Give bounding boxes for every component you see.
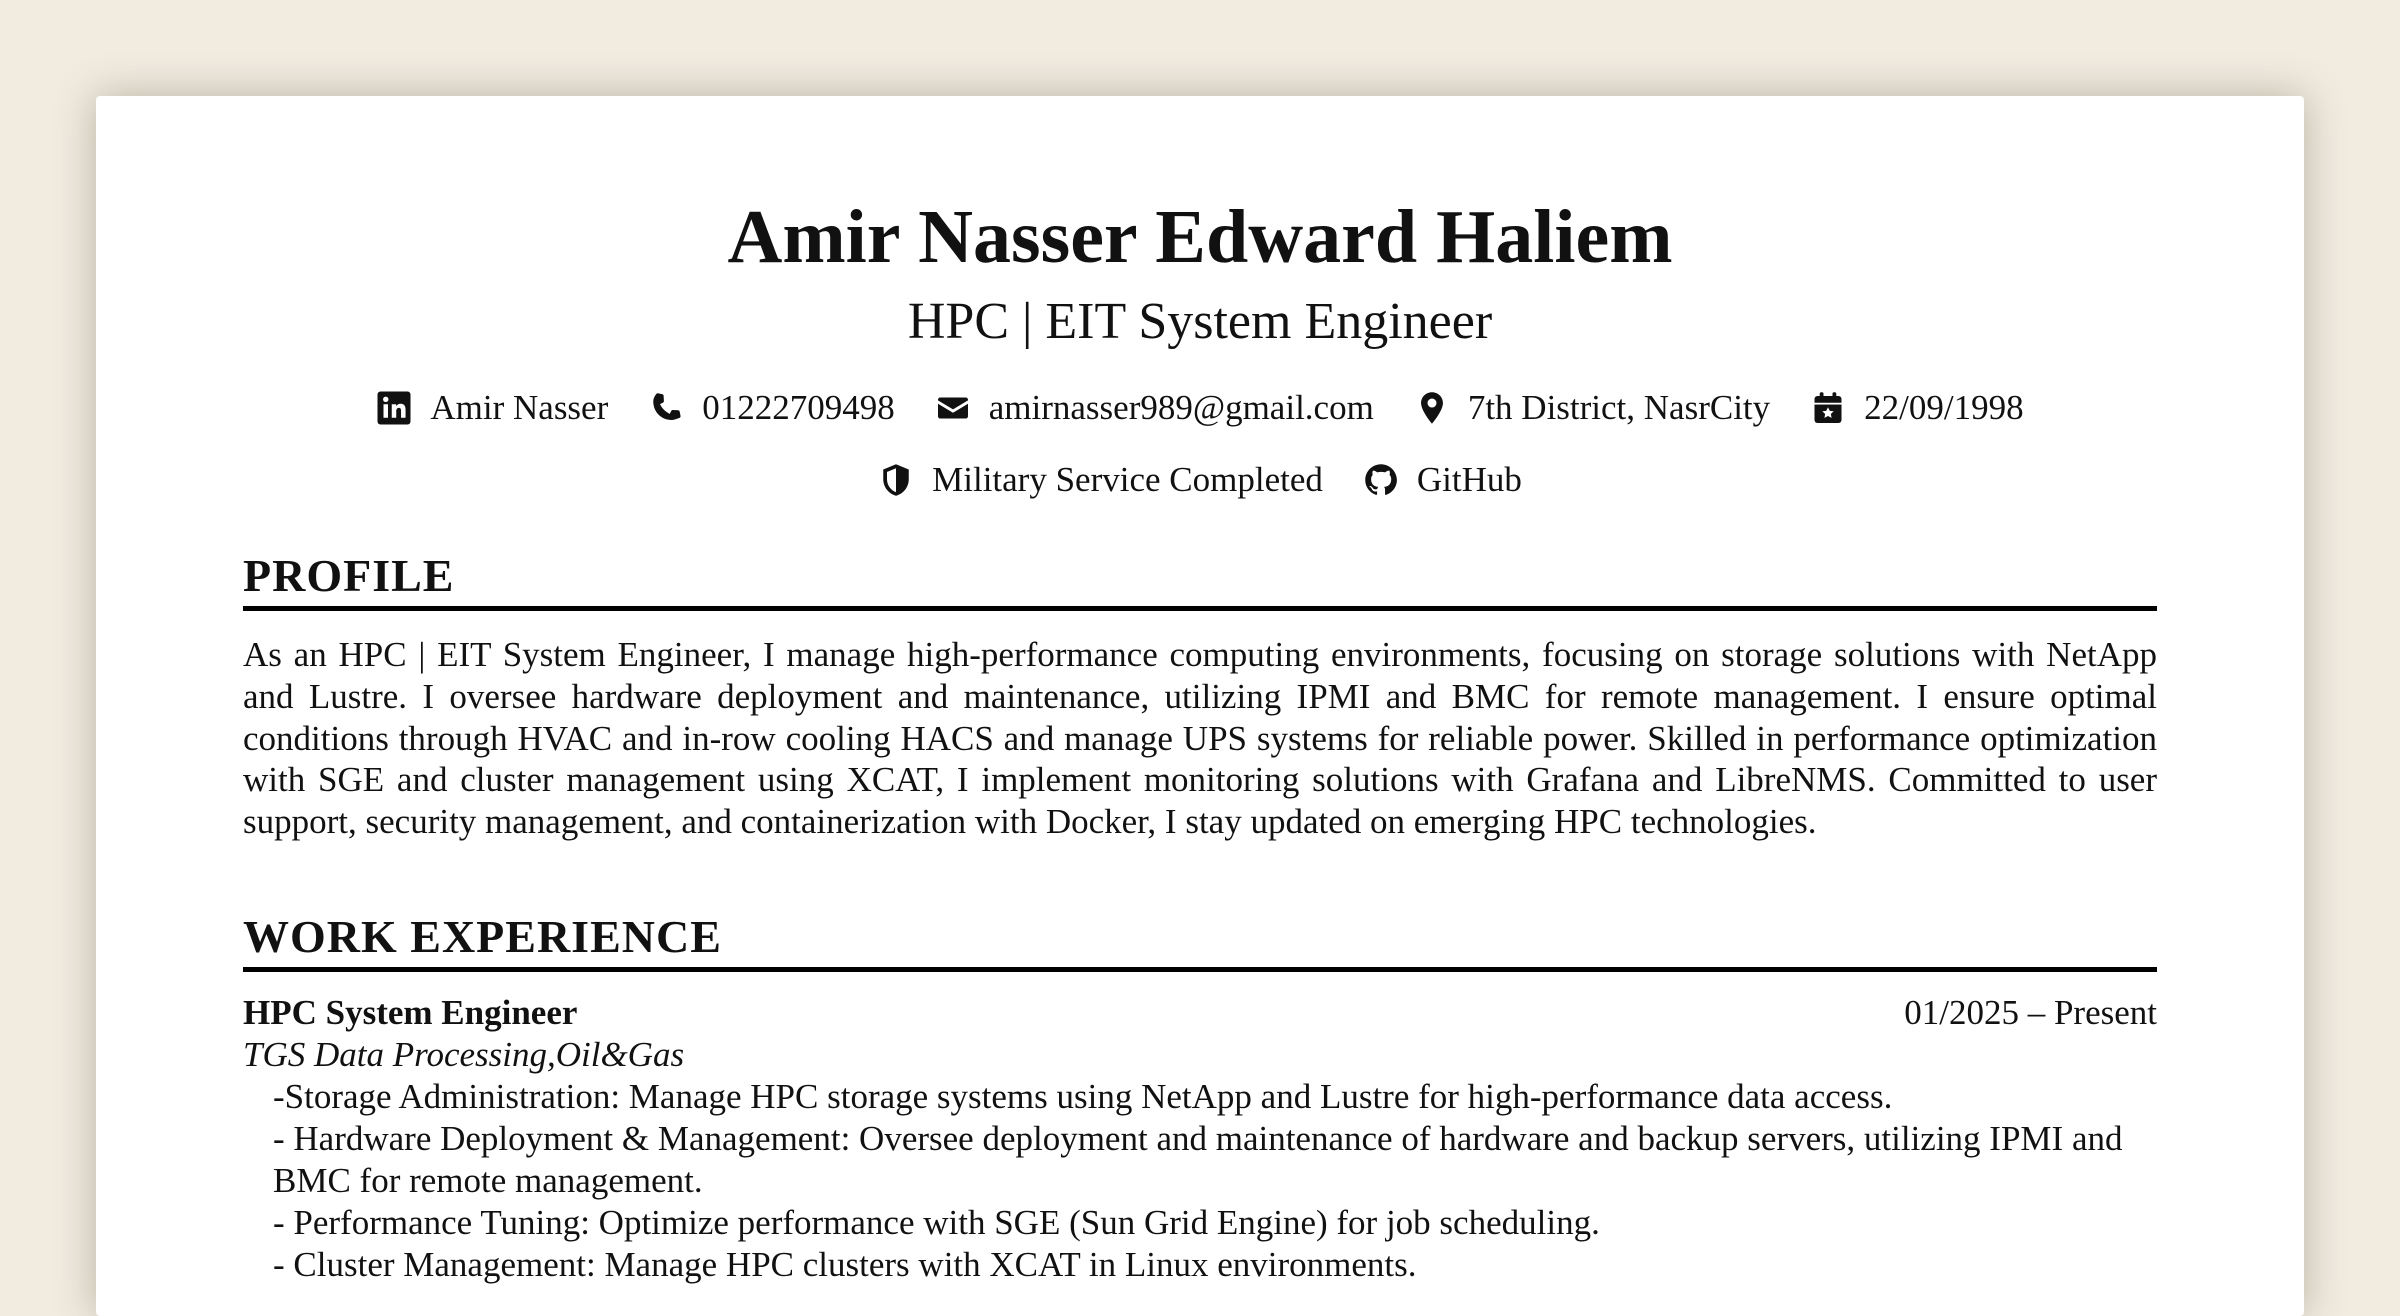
location-label: 7th District, NasrCity	[1467, 388, 1771, 427]
phone-icon	[648, 390, 684, 426]
contact-row-primary	[243, 386, 2157, 430]
github-label: GitHub	[1416, 460, 1522, 499]
linkedin-label: Amir Nasser	[430, 388, 609, 427]
profile-summary: As an HPC | EIT System Engineer, I manage high-performance computing environments, focusing on storage solutions with NetApp and Lustre. I oversee hardware deployment and maintenance, utilizing IPMI and BMC for remote management. I ensure optimal conditions through HVAC and in-row cooling HACS and manage UPS systems for reliable power. Skilled in performance optimization with SGE and cluster management using XCAT, I implement monitoring solutions with Grafana and LibreNMS. Committed to user support, security management, and containerization with Docker, I stay updated on emerging HPC technologies.	[243, 635, 2157, 842]
contact-github[interactable]	[1363, 458, 1522, 502]
job-bullets	[273, 1076, 2133, 1286]
phone-label: 01222709498	[702, 388, 895, 427]
job-title-headline: HPC | EIT System Engineer	[907, 293, 1493, 350]
resume-page	[96, 96, 2304, 1316]
section-heading-experience: WORK EXPERIENCE	[243, 911, 2157, 972]
email-label: amirnasser989@gmail.com	[988, 388, 1374, 427]
section-heading-profile: PROFILE	[243, 550, 2157, 611]
job-bullet: - Performance Tuning: Optimize performance with SGE (Sun Grid Engine) for job scheduling.	[273, 1203, 1600, 1242]
job-bullet: - Cluster Management: Manage HPC clusters with XCAT in Linux environments.	[273, 1245, 1417, 1284]
contact-location	[1414, 386, 1770, 430]
contact-linkedin[interactable]	[376, 386, 608, 430]
candidate-name: Amir Nasser Edward Haliem	[727, 195, 1673, 279]
military-label: Military Service Completed	[932, 460, 1323, 499]
birthdate-label: 22/09/1998	[1864, 388, 2024, 427]
contact-military	[878, 458, 1323, 502]
github-icon	[1363, 462, 1399, 498]
job-company: TGS Data Processing,Oil&Gas	[243, 1035, 685, 1074]
job-title: HPC System Engineer	[243, 993, 578, 1032]
job-bullet: - Hardware Deployment & Management: Oversee deployment and maintenance of hardware and backup servers, utilizing IPMI and BMC for remote management.	[273, 1119, 2123, 1200]
job-dates: 01/2025 – Present	[1904, 993, 2157, 1032]
contact-email[interactable]	[935, 386, 1374, 430]
calendar-icon	[1810, 390, 1846, 426]
job-header	[243, 992, 2157, 1034]
linkedin-icon	[376, 390, 412, 426]
job-bullet: -Storage Administration: Manage HPC storage systems using NetApp and Lustre for high-performance data access.	[273, 1077, 1893, 1116]
shield-icon	[878, 462, 914, 498]
contact-phone[interactable]	[648, 386, 895, 430]
location-pin-icon	[1414, 390, 1450, 426]
mail-icon	[935, 390, 971, 426]
contact-row-secondary	[243, 458, 2157, 502]
contact-birthdate	[1810, 386, 2023, 430]
